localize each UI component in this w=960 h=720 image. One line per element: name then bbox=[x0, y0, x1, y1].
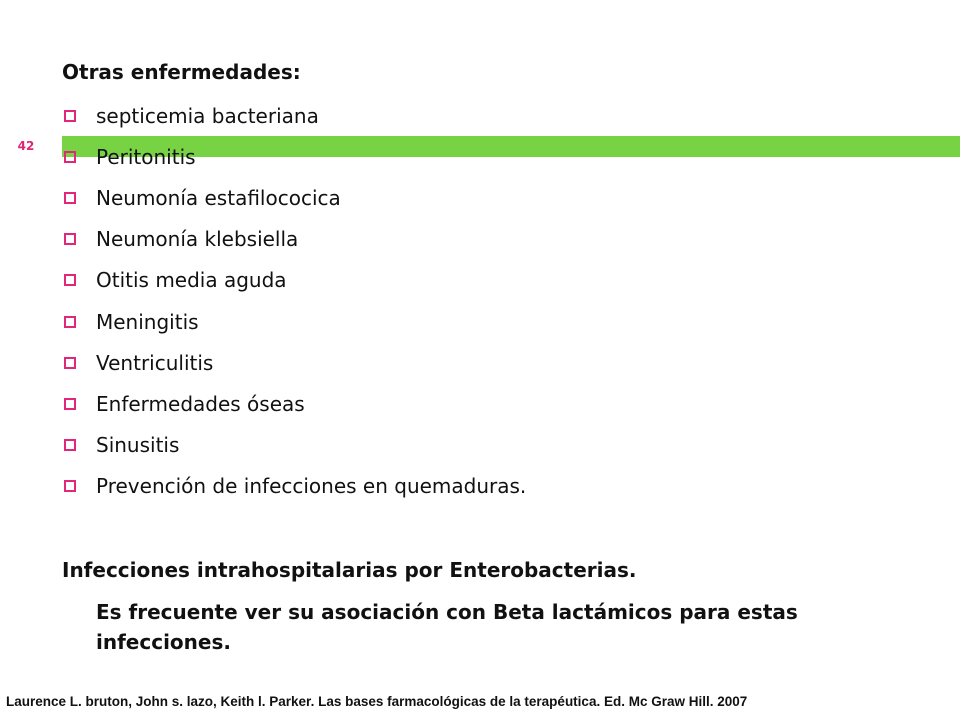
paragraph-line: infecciones. bbox=[96, 630, 231, 654]
list-item bbox=[62, 383, 526, 424]
list-item-label: Sinusitis bbox=[96, 433, 180, 458]
hollow-square-bullet-icon bbox=[64, 398, 76, 410]
list-item bbox=[62, 260, 526, 301]
list-item-label: Neumonía klebsiella bbox=[96, 227, 299, 252]
list-item bbox=[62, 136, 526, 177]
list-item-label: Ventriculitis bbox=[96, 350, 214, 375]
list-item-label: Otitis media aguda bbox=[96, 268, 287, 293]
list-item bbox=[62, 95, 526, 136]
hollow-square-bullet-icon bbox=[64, 439, 76, 451]
hollow-square-bullet-icon bbox=[64, 274, 76, 286]
list-item-label: Meningitis bbox=[96, 309, 199, 334]
list-item bbox=[62, 466, 526, 507]
reference-footnote: Laurence L. bruton, John s. lazo, Keith l. Parker. Las bases farmacológicas de la terapéutica. Ed. Mc Graw Hill. 2007 bbox=[6, 694, 748, 709]
hollow-square-bullet-icon bbox=[64, 233, 76, 245]
list-item-label: Peritonitis bbox=[96, 144, 196, 169]
hollow-square-bullet-icon bbox=[64, 110, 76, 122]
list-item bbox=[62, 219, 526, 260]
hollow-square-bullet-icon bbox=[64, 151, 76, 163]
list-item-label: Prevención de infecciones en quemaduras. bbox=[96, 474, 527, 499]
heading-otras-enfermedades: Otras enfermedades: bbox=[62, 60, 301, 84]
list-item bbox=[62, 301, 526, 342]
list-item-label: septicemia bacteriana bbox=[96, 103, 319, 128]
hollow-square-bullet-icon bbox=[64, 480, 76, 492]
hollow-square-bullet-icon bbox=[64, 192, 76, 204]
list-item-label: Enfermedades óseas bbox=[96, 391, 305, 416]
list-item bbox=[62, 177, 526, 218]
list-item bbox=[62, 342, 526, 383]
disease-list bbox=[62, 95, 526, 507]
list-item-label: Neumonía estafilococica bbox=[96, 185, 341, 210]
paragraph-beta-lactamicos bbox=[96, 597, 916, 657]
hollow-square-bullet-icon bbox=[64, 316, 76, 328]
slide-number: 42 bbox=[0, 136, 52, 157]
hollow-square-bullet-icon bbox=[64, 357, 76, 369]
paragraph-line: Es frecuente ver su asociación con Beta lactámicos para estas bbox=[96, 600, 798, 624]
heading-infecciones-intrahospitalarias: Infecciones intrahospitalarias por Enterobacterias. bbox=[62, 558, 637, 582]
list-item bbox=[62, 425, 526, 466]
